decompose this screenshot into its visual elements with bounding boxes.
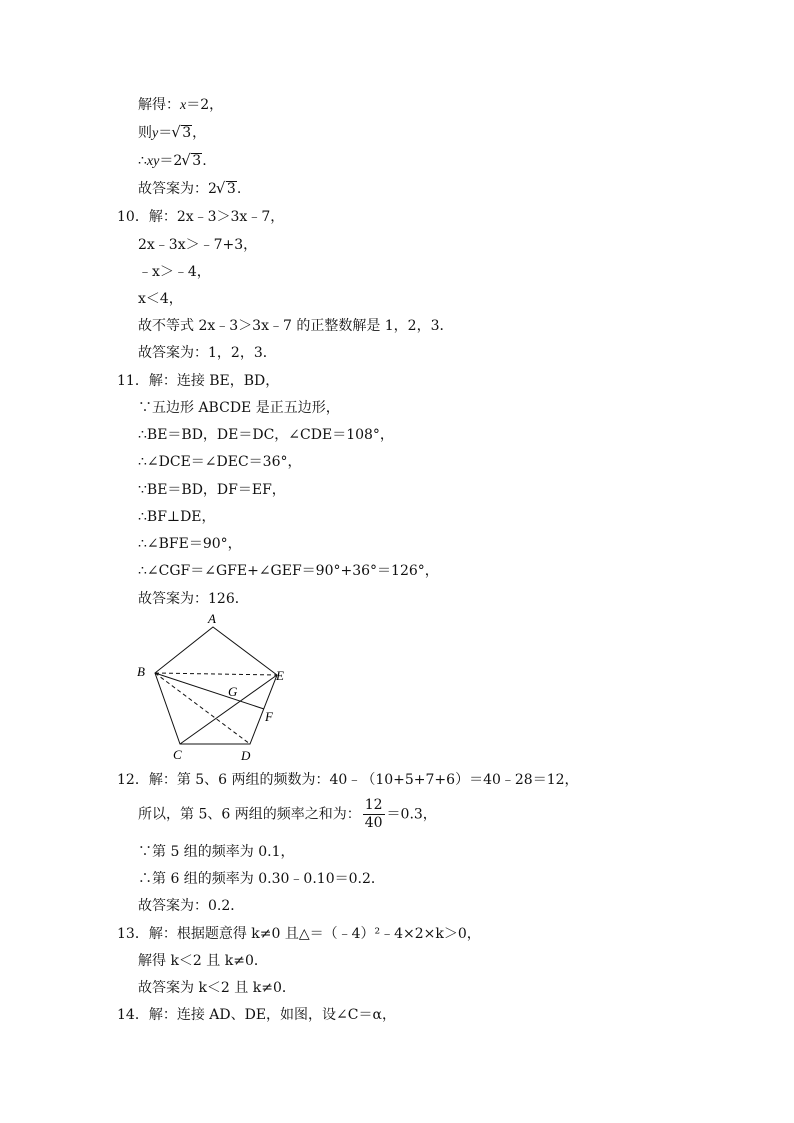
q13-line-1: 13．解：根据题意得 k≠0 且△＝（﹣4）²﹣4×2×k＞0， [117,926,481,942]
q12-line-4: ∴第 6 组的频率为 0.30﹣0.10＝0.2． [138,871,385,887]
q10-line-2: 2x﹣3x＞﹣7+3， [138,237,258,253]
segment-BF [155,673,264,709]
sqrt-symbol: √ 3 [172,124,192,142]
sqrt-symbol: √ 3 [217,180,237,198]
q11-line-8: ∴∠CGF＝∠GFE+∠GEF＝90°+36°＝126°， [138,563,439,579]
q12-line-3: ∵第 5 组的频率为 0.1， [138,844,295,860]
q11-answer: 故答案为：126． [138,591,249,607]
fraction: $\frac{12}{40}$ [364,797,383,831]
q9-answer: 故答案为：2√ 3. [138,180,241,198]
label-C: C [173,747,182,762]
label-D: D [241,748,251,763]
q13-answer: 故答案为 k＜2 且 k≠0． [138,980,296,996]
q14-line-1: 14．解：连接 AD、DE，如图，设∠C＝α， [117,1007,396,1023]
q9-line-2: 则y＝√ 3， [138,124,206,143]
q13-line-2: 解得 k＜2 且 k≠0． [138,953,268,969]
q11-line-6: ∴BF⊥DE， [138,509,216,525]
sqrt-symbol: √ 3 [182,152,202,170]
label-E: E [276,668,284,683]
q10-line-4: x＜4， [138,291,183,307]
q11-line-7: ∴∠BFE＝90°， [138,536,242,552]
q12-answer: 故答案为：0.2． [138,898,245,914]
q9-line-3: ∴xy＝2√ 3. [138,152,207,171]
label-F: F [265,709,273,724]
q9-line-1: 解得：x＝2， [138,97,224,113]
label-A: A [208,611,216,626]
label-G: G [228,684,238,699]
q11-line-2: ∵五边形 ABCDE 是正五边形， [138,400,340,416]
q10-answer: 故答案为：1，2，3． [138,345,277,361]
q11-line-4: ∴∠DCE＝∠DEC＝36°， [138,454,302,470]
q10-line-1: 10．解：2x﹣3＞3x﹣7， [117,209,285,225]
q12-line-1: 12．解：第 5、6 两组的频数为：40﹣（10+5+7+6）＝40﹣28＝12， [117,772,579,788]
pentagon-outline [155,627,277,744]
q10-line-5: 故不等式 2x﹣3＞3x﹣7 的正整数解是 1，2，3． [138,318,454,334]
q11-line-3: ∴BE＝BD，DE＝DC，∠CDE＝108°， [138,427,394,443]
q11-line-5: ∵BE＝BD，DF＝EF， [138,482,286,498]
pentagon-figure [125,608,305,768]
segment-BE [155,673,277,675]
q12-line-2: 所以，第 5、6 两组的频率之和为： $\frac{12}{40}$ ＝0.3， [138,797,437,831]
q11-line-1: 11．解：连接 BE，BD， [117,373,280,389]
label-B: B [137,664,145,679]
q10-line-3: ﹣x＞﹣4， [138,264,211,280]
